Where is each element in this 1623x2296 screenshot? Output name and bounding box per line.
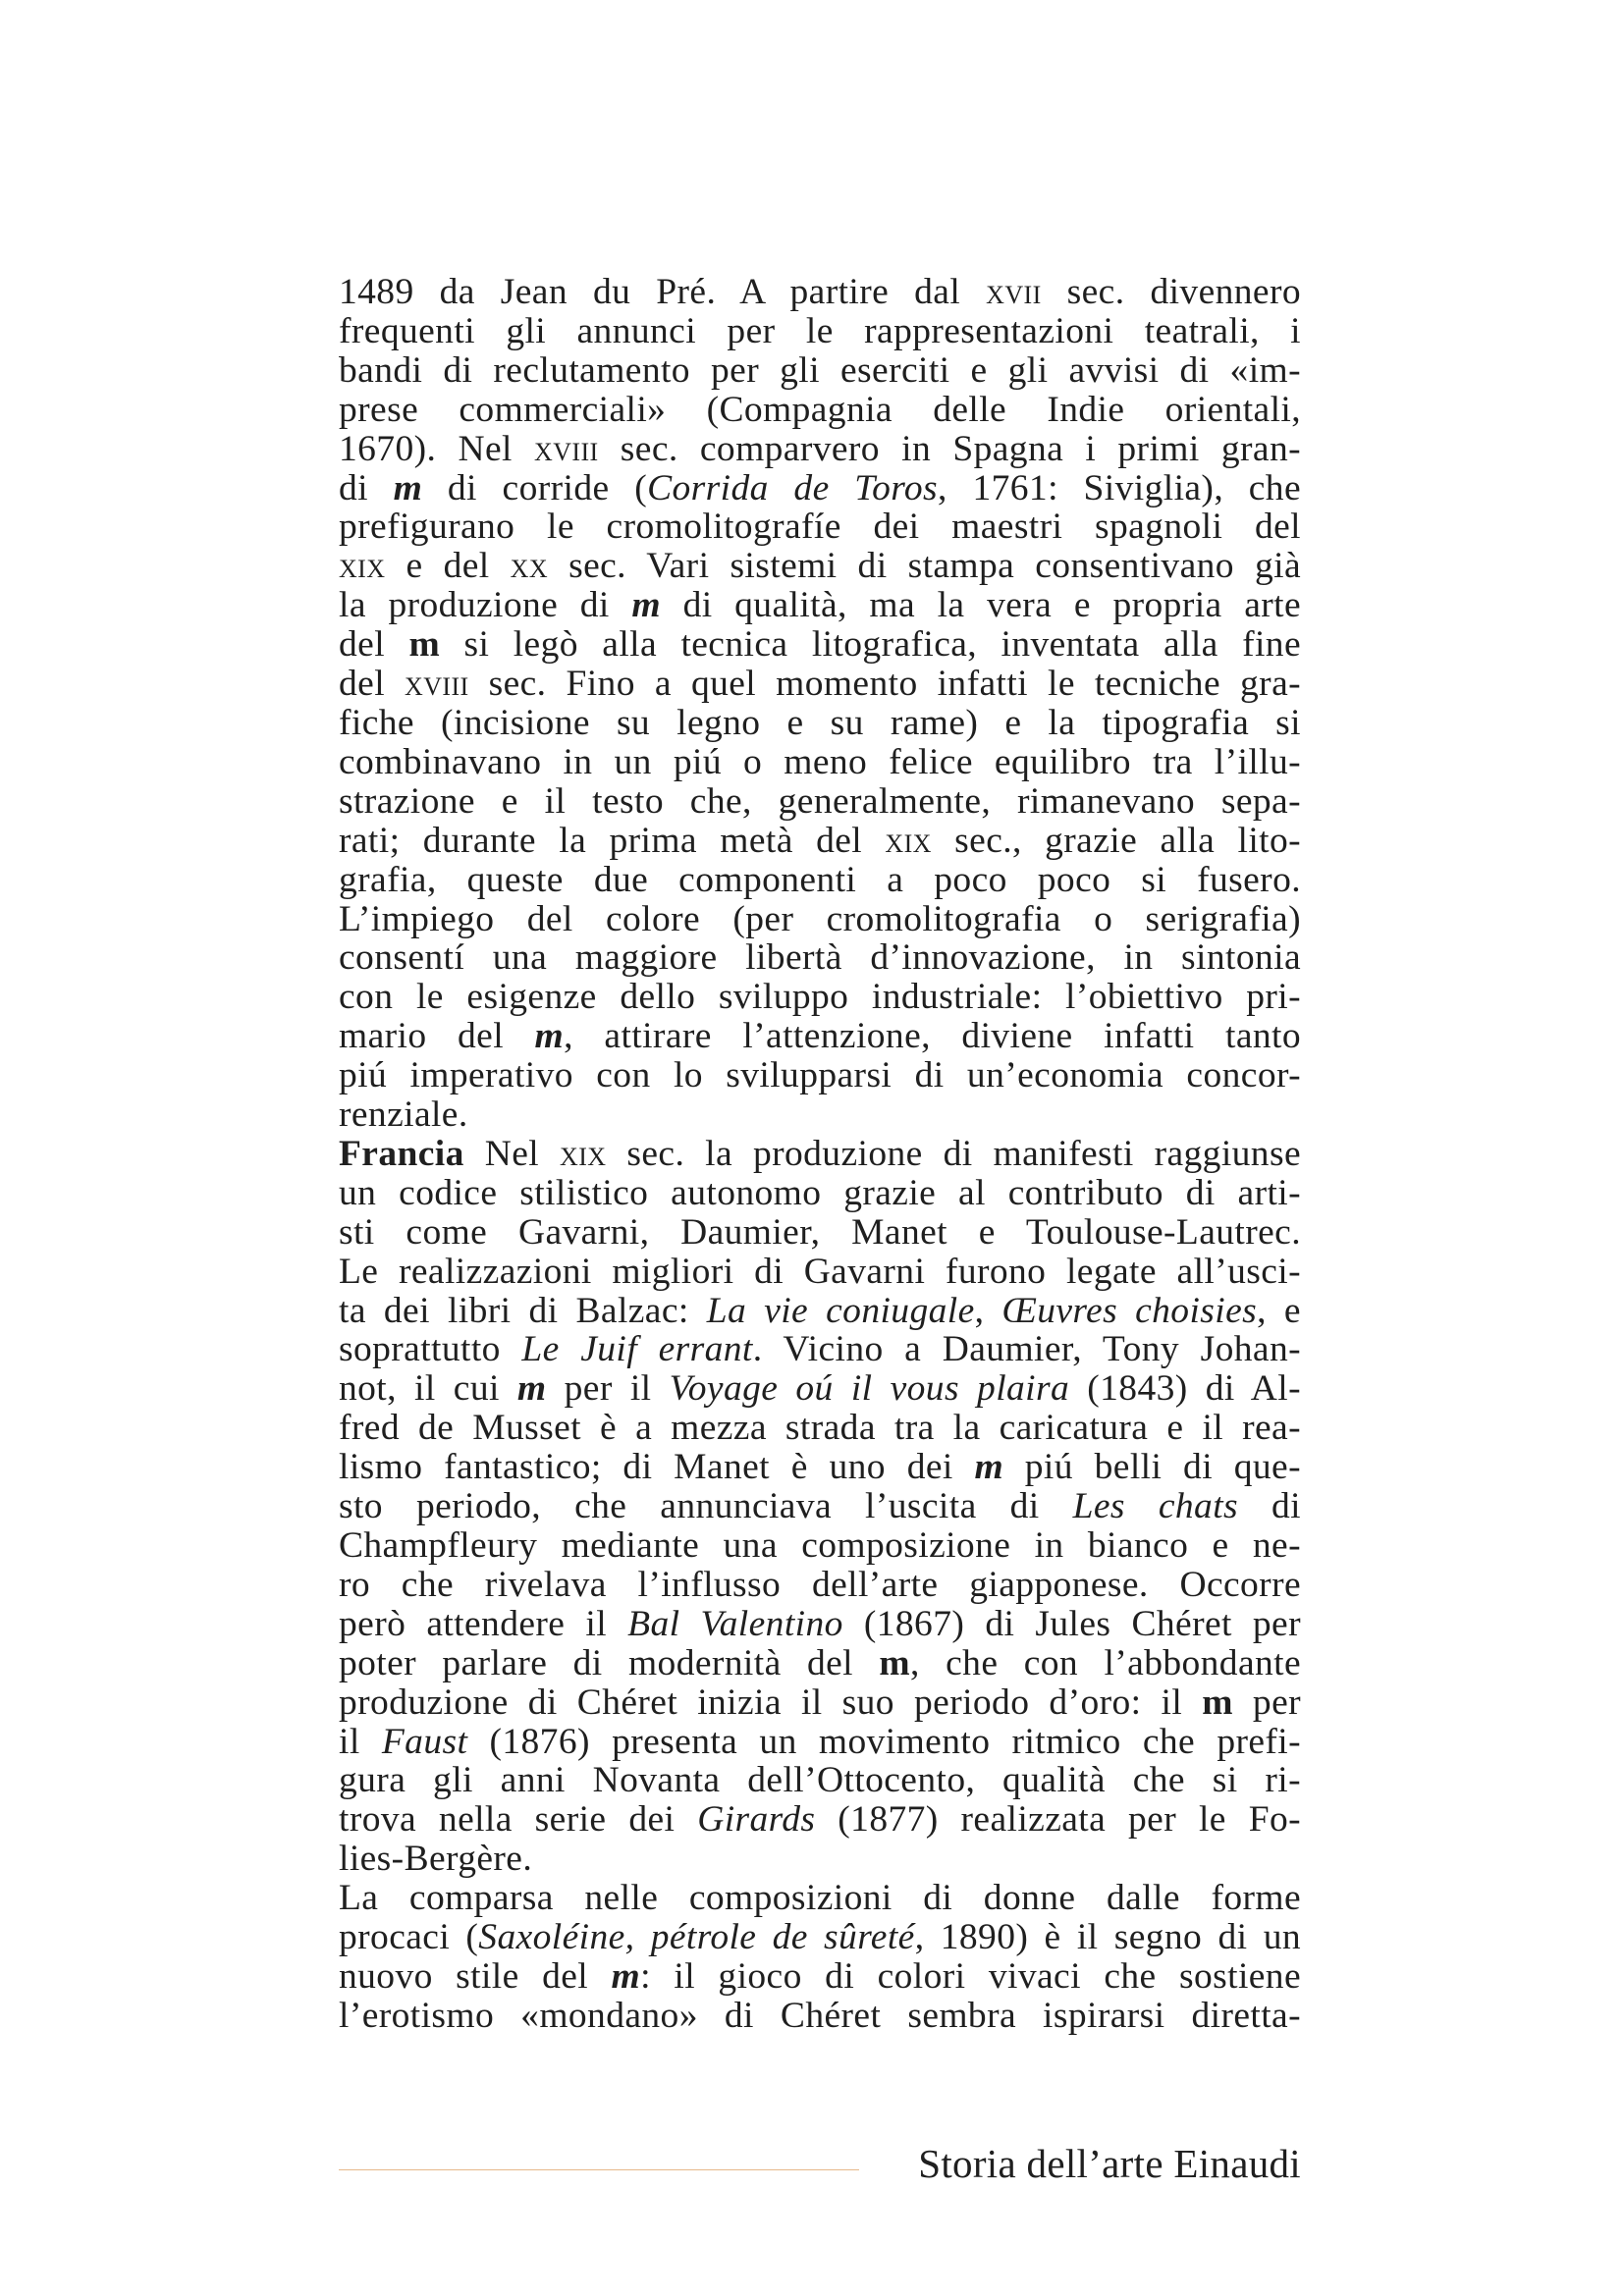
- text-line: lismo fantastico; di Manet è uno dei m piú belli di que-: [339, 1447, 1301, 1488]
- italic-title: Voyage oú il vous plaira: [669, 1368, 1070, 1410]
- entry-abbrev: m: [611, 1955, 641, 1997]
- text-line: la produzione di m di qualità, ma la vera e propria arte: [339, 585, 1301, 626]
- text-line: trova nella serie dei Girards (1877) realizzata per le Fo-: [339, 1799, 1301, 1841]
- century-numeral: xix: [560, 1133, 607, 1174]
- text-line: gura gli anni Novanta dell’Ottocento, qualità che si ri-: [339, 1760, 1301, 1801]
- entry-abbrev: m: [393, 467, 423, 508]
- text-line: grafia, queste due componenti a poco poco si fusero.: [339, 859, 1301, 900]
- text-line: 1489 da Jean du Pré. A partire dal xvii sec. divennero: [339, 272, 1302, 312]
- text-line: consentí una maggiore libertà d’innovazione, in sintonia: [339, 937, 1301, 979]
- italic-title: Saxoléine, pétrole de sûreté: [478, 1917, 915, 1958]
- text-line: con le esigenze dello sviluppo industriale: l’obiettivo pri-: [339, 977, 1301, 1018]
- text-line: bandi di reclutamento per gli eserciti e gli avvisi di «im-: [339, 349, 1301, 391]
- text-line: il Faust (1876) presenta un movimento ritmico che prefi-: [339, 1721, 1301, 1762]
- italic-title: La vie coniugale: [706, 1290, 975, 1331]
- text-line: mario del m, attirare l’attenzione, diviene infatti tanto: [339, 1016, 1301, 1057]
- text-line: renziale.: [339, 1095, 468, 1136]
- text-line: not, il cui m per il Voyage oú il vous plaira (1843) di Al-: [339, 1368, 1301, 1410]
- text-line: procaci (Saxoléine, pétrole de sûreté, 1890) è il segno di un: [339, 1917, 1301, 1958]
- text-line: l’erotismo «mondano» di Chéret sembra ispirarsi diretta-: [339, 1995, 1301, 2036]
- text-line: del xviii sec. Fino a quel momento infatti le tecniche gra-: [339, 664, 1301, 705]
- century-numeral: xvii: [986, 272, 1042, 312]
- text-line: poter parlare di modernità del m, che con l’abbondante: [339, 1642, 1301, 1683]
- text-line: L’impiego del colore (per cromolitografia o serigrafia): [339, 898, 1301, 939]
- text-line: Francia Nel xix sec. la produzione di manifesti raggiunse: [339, 1133, 1301, 1174]
- text-line: prese commerciali» (Compagnia delle Indie orientali,: [339, 389, 1301, 430]
- page-footer: [339, 2109, 1301, 2186]
- entry-abbrev: m: [1202, 1682, 1233, 1723]
- text-line: del m si legò alla tecnica litografica, inventata alla fine: [339, 624, 1301, 666]
- italic-title: Les chats: [1072, 1486, 1239, 1527]
- century-numeral: xx: [510, 546, 549, 587]
- body-text: [339, 273, 1301, 2036]
- text-line: ro che rivelava l’influsso dell’arte giapponese. Occorre: [339, 1564, 1301, 1605]
- italic-title: Corrida de Toros: [647, 467, 939, 508]
- century-numeral: xviii: [405, 664, 469, 705]
- text-line: di m di corride (Corrida de Toros, 1761: Siviglia), che: [339, 467, 1302, 508]
- text-line: però attendere il Bal Valentino (1867) di Jules Chéret per: [339, 1603, 1301, 1644]
- footer-title: Storia dell’arte Einaudi: [918, 2141, 1301, 2186]
- text-line: prefigurano le cromolitografíe dei maestri spagnoli del: [339, 507, 1301, 548]
- entry-abbrev: m: [974, 1447, 1004, 1488]
- text-line: fiche (incisione su legno e su rame) e la tipografia si: [339, 702, 1301, 743]
- text-line: 1670). Nel xviii sec. comparvero in Spagna i primi gran-: [339, 428, 1301, 469]
- text-line: xix e del xx sec. Vari sistemi di stampa consentivano già: [339, 546, 1301, 587]
- italic-title: Girards: [697, 1799, 816, 1841]
- text-line: combinavano in un piú o meno felice equilibro tra l’illu-: [339, 741, 1301, 782]
- text-line: nuovo stile del m: il gioco di colori vivaci che sostiene: [339, 1955, 1301, 1997]
- footer-rule: [339, 2169, 859, 2170]
- text-line: lies-Bergère.: [339, 1839, 533, 1880]
- text-line: produzione di Chéret inizia il suo periodo d’oro: il m per: [339, 1682, 1302, 1723]
- century-numeral: xviii: [534, 428, 599, 469]
- section-heading: Francia: [339, 1133, 464, 1174]
- text-line: frequenti gli annunci per le rappresentazioni teatrali, i: [339, 310, 1301, 351]
- entry-abbrev: m: [534, 1016, 565, 1057]
- italic-title: Bal Valentino: [627, 1603, 843, 1644]
- text-line: rati; durante la prima metà del xix sec., grazie alla lito-: [339, 820, 1301, 861]
- text-line: un codice stilistico autonomo grazie al contributo di arti-: [339, 1172, 1301, 1213]
- text-line: fred de Musset è a mezza strada tra la caricatura e il rea-: [339, 1408, 1301, 1449]
- text-line: sto periodo, che annunciava l’uscita di Les chats di: [339, 1486, 1301, 1527]
- text-line: Champfleury mediante una composizione in bianco e ne-: [339, 1525, 1301, 1566]
- text-line: soprattutto Le Juif errant. Vicino a Daumier, Tony Johan-: [339, 1329, 1301, 1370]
- entry-abbrev: m: [516, 1368, 547, 1410]
- century-numeral: xix: [339, 546, 386, 587]
- entry-abbrev: m: [408, 624, 441, 666]
- text-line: sti come Gavarni, Daumier, Manet e Toulouse-Lautrec.: [339, 1211, 1301, 1253]
- entry-abbrev: m: [631, 585, 661, 626]
- italic-title: Œuvres choisies: [1001, 1290, 1258, 1331]
- text-line: La comparsa nelle composizioni di donne dalle forme: [339, 1878, 1301, 1919]
- italic-title: Faust: [381, 1721, 468, 1762]
- text-line: piú imperativo con lo svilupparsi di un’economia concor-: [339, 1055, 1301, 1096]
- text-line: Le realizzazioni migliori di Gavarni furono legate all’usci-: [339, 1251, 1301, 1292]
- text-line: strazione e il testo che, generalmente, rimanevano sepa-: [339, 780, 1301, 822]
- italic-title: Le Juif errant: [521, 1329, 753, 1370]
- text-line: ta dei libri di Balzac: La vie coniugale, Œuvres choisies, e: [339, 1290, 1301, 1331]
- century-numeral: xix: [885, 820, 932, 861]
- entry-abbrev: m: [879, 1642, 910, 1683]
